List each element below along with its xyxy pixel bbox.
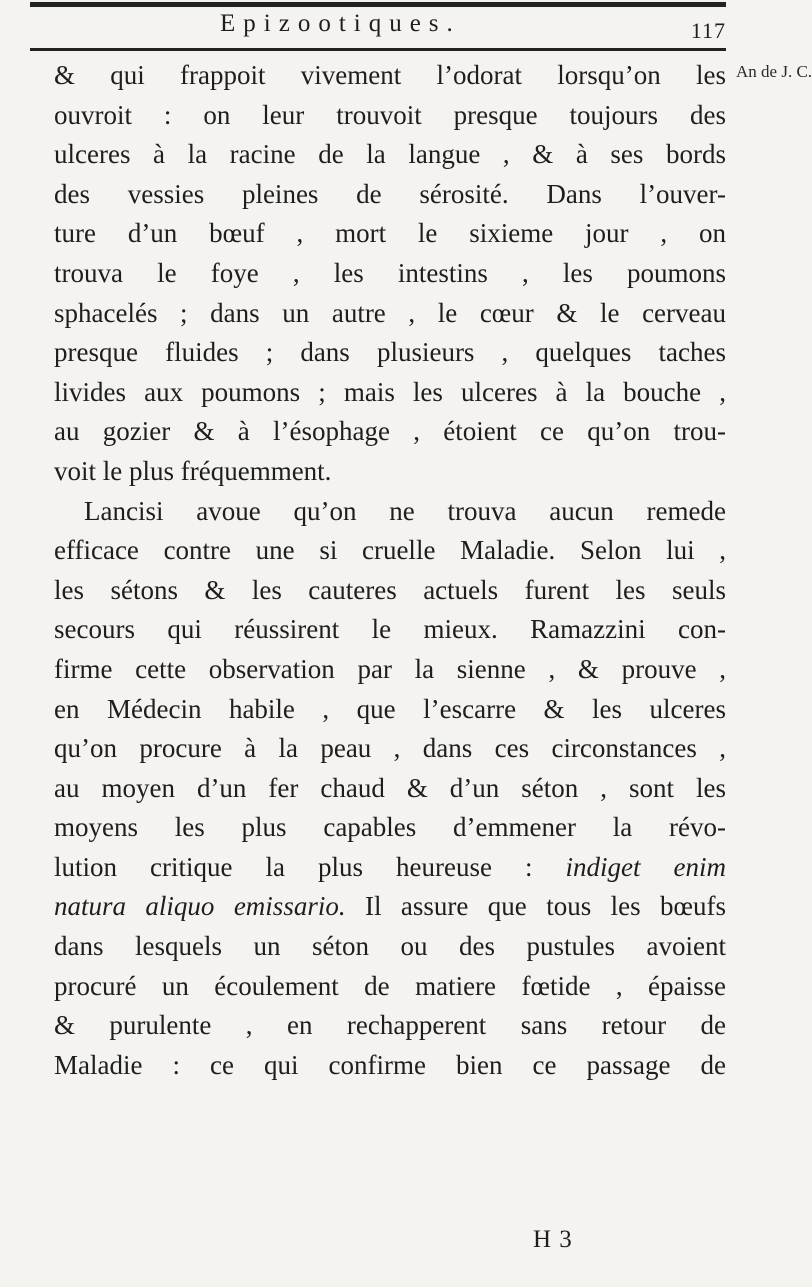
text-line: livides aux poumons ; mais les ulceres à la bouche , (54, 376, 726, 407)
text-line: efficace contre une si cruelle Maladie. Selon lui , (54, 535, 726, 566)
margin-note: An de J. C. (736, 62, 812, 81)
text-line (54, 848, 726, 888)
text-line: Lancisi avoue qu’on ne trouva aucun remede (84, 495, 726, 526)
body-text (54, 56, 726, 1085)
text-line: ulceres à la racine de la langue , & à ses bords (54, 139, 726, 170)
text-line: secours qui réussirent le mieux. Ramazzini con- (54, 614, 726, 645)
text-line: ture d’un bœuf , mort le sixieme jour , on (54, 218, 726, 249)
text-line: & purulente , en rechapperent sans retour de (54, 1010, 726, 1041)
text-line: trouva le foye , les intestins , les poumons (54, 257, 726, 288)
page-header (30, 10, 726, 50)
text-line: qu’on procure à la peau , dans ces circonstances , (54, 733, 726, 764)
latin-quote: indiget enim (565, 851, 726, 882)
header-rule (30, 48, 726, 51)
page-number: 117 (690, 18, 726, 43)
text-line: moyens les plus capables d’emmener la révo- (54, 812, 726, 843)
text-line: des vessies pleines de sérosité. Dans l’ouver- (54, 178, 726, 209)
text-line (54, 887, 726, 927)
text-line: & qui frappoit vivement l’odorat lorsqu’on les (54, 60, 726, 90)
text-line: sphacelés ; dans un autre , le cœur & le cerveau (54, 297, 726, 328)
running-head: Epizootiques. (220, 10, 461, 37)
text-line: dans lesquels un séton ou des pustules avoient (54, 931, 726, 962)
text-segment: lution critique la plus heureuse : (54, 851, 533, 882)
text-line: au moyen d’un fer chaud & d’un séton , sont les (54, 772, 726, 803)
text-line: procuré un écoulement de matiere fœtide , épaisse (54, 970, 726, 1001)
text-line: en Médecin habile , que l’escarre & les ulceres (54, 693, 726, 724)
text-line: ouvroit : on leur trouvoit presque toujours des (54, 99, 726, 130)
signature-mark: H 3 (533, 1226, 573, 1253)
top-rule (30, 2, 726, 7)
text-line: voit le plus fréquemment. (54, 455, 332, 486)
text-line: les sétons & les cauteres actuels furent les seuls (54, 574, 726, 605)
text-line: firme cette observation par la sienne , & prouve , (54, 653, 726, 684)
latin-quote: natura aliquo emissario. (54, 891, 346, 922)
text-line: Maladie : ce qui confirme bien ce passage de (54, 1049, 726, 1080)
text-line: au gozier & à l’ésophage , étoient ce qu’on trou- (54, 416, 726, 447)
text-line: presque fluides ; dans plusieurs , quelques taches (54, 337, 726, 368)
text-segment: Il assure que tous les bœufs (365, 891, 727, 922)
